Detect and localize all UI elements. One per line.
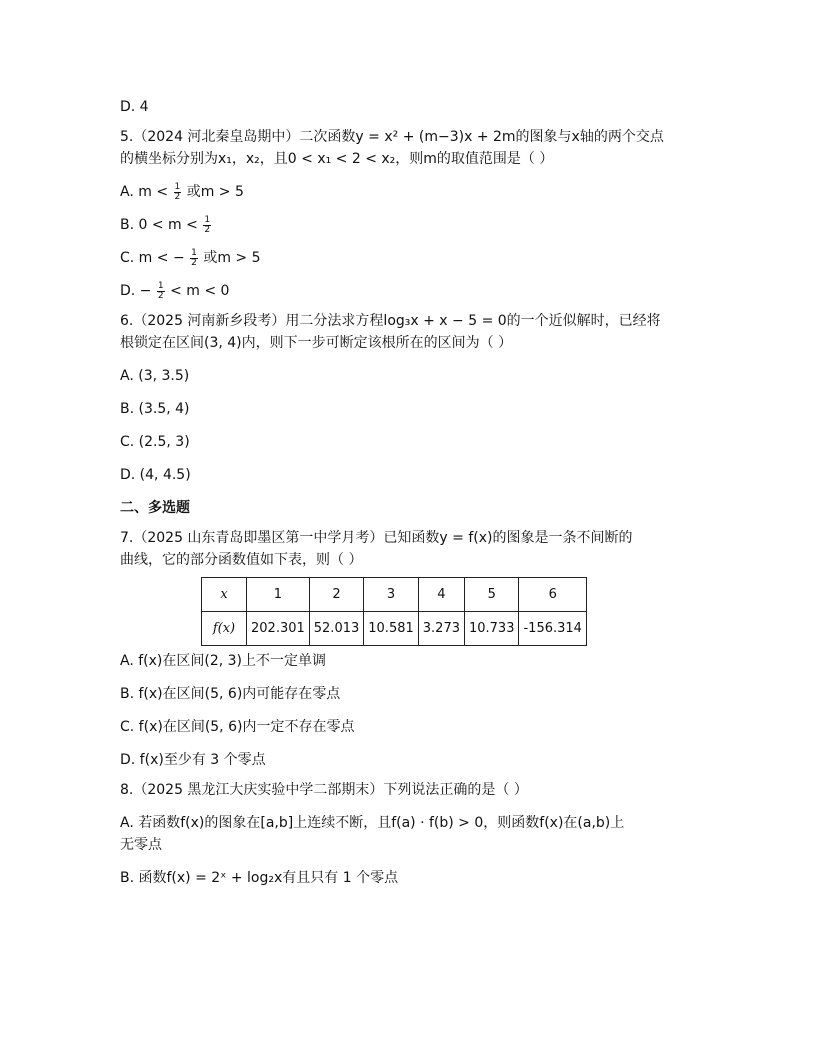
question-6-option-c: C. (2.5, 3) xyxy=(120,434,190,450)
table-cell: 3.273 xyxy=(418,612,464,646)
table-row-fx xyxy=(202,612,587,646)
table-cell: 6 xyxy=(519,578,586,612)
question-7-line-2: 曲线，它的部分函数值如下表，则（ ） xyxy=(120,552,363,568)
fraction-half: $\frac{1}{2}$ xyxy=(157,280,164,301)
question-6-option-d: D. (4, 4.5) xyxy=(120,467,191,483)
question-7-line-1: 7.（2025 山东青岛即墨区第一中学月考）已知函数y = f(x)的图象是一条不间断的 xyxy=(120,530,633,546)
question-6-option-a: A. (3, 3.5) xyxy=(120,368,190,384)
question-8-line-1: 8.（2025 黑龙江大庆实验中学二部期末）下列说法正确的是（ ） xyxy=(120,782,528,798)
table-cell: 5 xyxy=(464,578,519,612)
question-5-option-d xyxy=(120,280,710,302)
question-6-option-b: B. (3.5, 4) xyxy=(120,401,190,417)
table-header-fx: f(x) xyxy=(202,612,247,646)
table-row-x xyxy=(202,578,587,612)
section-heading-multi-choice: 二、多选题 xyxy=(120,500,190,516)
question-6-line-1: 6.（2025 河南新乡段考）用二分法求方程log₃x + x − 5 = 0的一个近似解时，已经将 xyxy=(120,313,661,329)
question-6-line-2: 根锁定在区间(3, 4)内，则下一步可断定该根所在的区间为（ ） xyxy=(120,335,513,351)
question-5-option-c xyxy=(120,247,710,269)
question-5-option-a xyxy=(120,181,710,203)
question-5-option-b xyxy=(120,214,710,236)
table-cell: 202.301 xyxy=(247,612,310,646)
option-a-suffix: 或m > 5 xyxy=(186,184,244,200)
question-7-option-a: A. f(x)在区间(2, 3)上不一定单调 xyxy=(120,653,327,669)
option-d-prefix: D. − xyxy=(120,283,152,299)
table-header-x: x xyxy=(202,578,247,612)
table-cell: 10.581 xyxy=(364,612,419,646)
table-cell: 3 xyxy=(364,578,419,612)
option-b-prefix: B. 0 < m < xyxy=(120,217,198,233)
function-values-table xyxy=(201,577,587,646)
previous-option-d: D. 4 xyxy=(120,99,149,115)
fraction-half: $\frac{1}{2}$ xyxy=(174,181,181,202)
option-d-suffix: < m < 0 xyxy=(170,283,230,299)
option-a-prefix: A. m < xyxy=(120,184,169,200)
question-8-option-b: B. 函数f(x) = 2ˣ + log₂x有且只有 1 个零点 xyxy=(120,870,399,886)
table-cell: 10.733 xyxy=(464,612,519,646)
question-5-line-2: 的横坐标分别为x₁，x₂，且0 < x₁ < 2 < x₂，则m的取值范围是（ ） xyxy=(120,151,554,167)
question-7-option-c: C. f(x)在区间(5, 6)内一定不存在零点 xyxy=(120,719,355,735)
option-c-prefix: C. m < − xyxy=(120,250,185,266)
option-c-suffix: 或m > 5 xyxy=(203,250,261,266)
table-cell: -156.314 xyxy=(519,612,586,646)
table-cell: 52.013 xyxy=(309,612,364,646)
fraction-half: $\frac{1}{2}$ xyxy=(204,214,211,235)
table-cell: 1 xyxy=(247,578,310,612)
question-8-option-a-line-2: 无零点 xyxy=(120,837,162,853)
document-page xyxy=(120,96,710,889)
question-8-option-a-line-1: A. 若函数f(x)的图象在[a,b]上连续不断，且f(a) · f(b) > 0，则函数f(x)在(a,b)上 xyxy=(120,815,625,831)
question-7-option-b: B. f(x)在区间(5, 6)内可能存在零点 xyxy=(120,686,341,702)
table-cell: 4 xyxy=(418,578,464,612)
table-cell: 2 xyxy=(309,578,364,612)
question-5-line-1: 5.（2024 河北秦皇岛期中）二次函数y = x² + (m−3)x + 2m的图象与x轴的两个交点 xyxy=(120,129,664,145)
question-7-option-d: D. f(x)至少有 3 个零点 xyxy=(120,752,266,768)
fraction-half: $\frac{1}{2}$ xyxy=(191,247,197,268)
